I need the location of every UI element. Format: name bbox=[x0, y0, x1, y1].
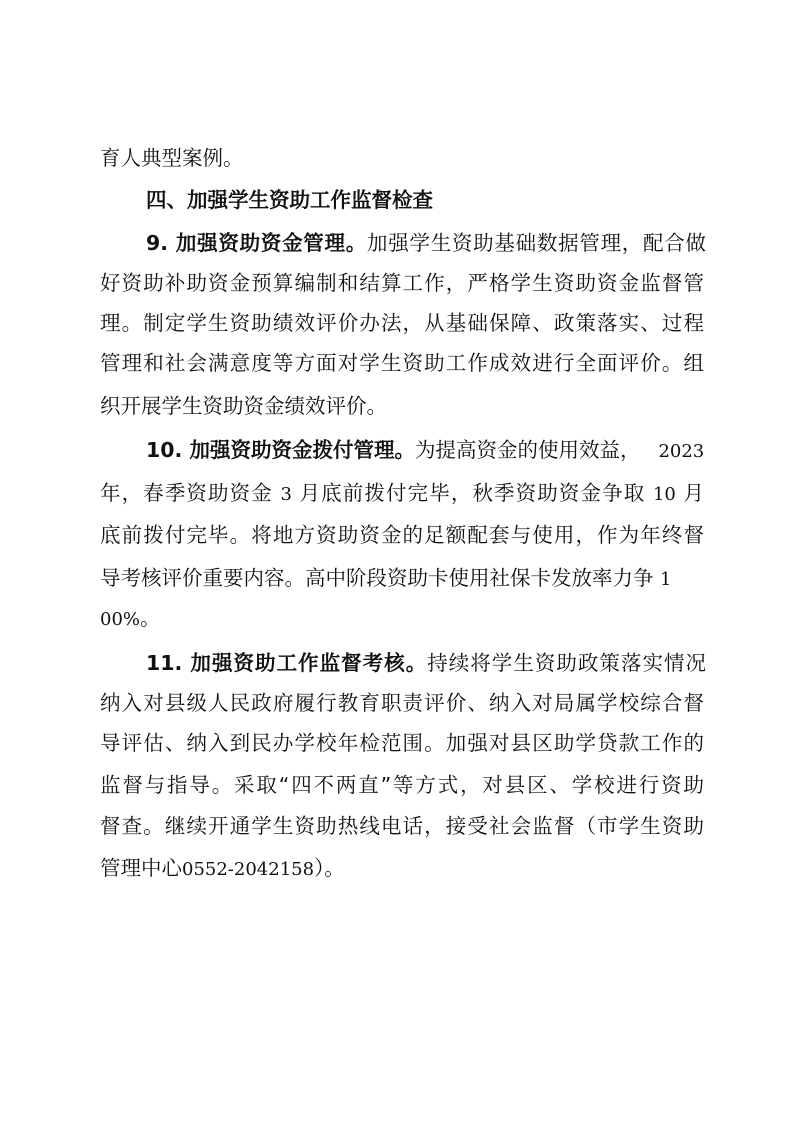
item-11-line-4: 监督与指导。采取“四不两直”等方式，对县区、学校进行资助 bbox=[100, 773, 704, 797]
item-11-line-5: 督查。继续开通学生资助热线电话，接受社会监督（市学生资助 bbox=[100, 814, 704, 838]
item-10-line-1 bbox=[146, 432, 706, 468]
item-10-text-2a: 年，春季资助资金 bbox=[100, 481, 273, 505]
item-10-rate-part1: 1 bbox=[660, 569, 672, 590]
item-10-line-2 bbox=[100, 475, 704, 511]
item-10-title: 10. 加强资助资金拨付管理。 bbox=[146, 438, 415, 462]
item-10-month-spring: 3 bbox=[280, 484, 292, 505]
item-10-rate-end: 。 bbox=[140, 606, 161, 630]
item-9-line-2: 好资助补助资金预算编制和结算工作，严格学生资助资金监督管 bbox=[100, 271, 704, 295]
item-10-month-autumn: 10 bbox=[652, 484, 676, 505]
item-11-line-6 bbox=[100, 850, 704, 886]
item-9-title: 9. 加强资助资金管理。 bbox=[146, 231, 368, 255]
item-11-title: 11. 加强资助工作监督考核。 bbox=[146, 651, 428, 675]
item-10-text-2c: 月 bbox=[683, 481, 704, 505]
item-10-text-4: 导考核评价重要内容。高中阶段资助卡使用社保卡发放率力争 bbox=[100, 566, 654, 590]
item-11-line-1 bbox=[146, 645, 706, 681]
item-10-year: 2023 bbox=[658, 441, 705, 462]
item-10-line-4 bbox=[100, 560, 704, 596]
item-10-rate-part2: 00% bbox=[100, 609, 141, 630]
item-10-text-2b: 月底前拨付完毕，秋季资助资金争取 bbox=[299, 481, 646, 505]
item-10-text-1: 为提高资金的使用效益， bbox=[414, 438, 641, 462]
item-9-line-3: 理。制定学生资助绩效评价办法，从基础保障、政策落实、过程 bbox=[100, 311, 704, 335]
section-heading: 四、加强学生资助工作监督检查 bbox=[146, 188, 433, 212]
item-11-end: ）。 bbox=[314, 856, 345, 880]
item-9-line-1 bbox=[146, 225, 706, 261]
intro-line: 育人典型案例。 bbox=[100, 146, 244, 170]
item-10-line-5 bbox=[100, 600, 704, 636]
item-9-line-5: 织开展学生资助资金绩效评价。 bbox=[100, 394, 387, 418]
item-10-line-3: 底前拨付完毕。将地方资助资金的足额配套与使用，作为年终督 bbox=[100, 523, 704, 547]
item-11-phone: 0552-2042158 bbox=[182, 859, 315, 880]
item-11-line-3: 导评估、纳入到民办学校年检范围。加强对县区助学贷款工作的 bbox=[100, 731, 704, 755]
item-11-line-2: 纳入对县级人民政府履行教育职责评价、纳入对局属学校综合督 bbox=[100, 691, 704, 715]
item-11-text-1: 持续将学生资助政策落实情况 bbox=[427, 651, 706, 675]
item-9-text-1: 加强学生资助基础数据管理，配合做 bbox=[367, 231, 706, 255]
item-11-text-6: 管理中心 bbox=[100, 856, 182, 880]
item-9-line-4: 管理和社会满意度等方面对学生资助工作成效进行全面评价。组 bbox=[100, 351, 704, 375]
